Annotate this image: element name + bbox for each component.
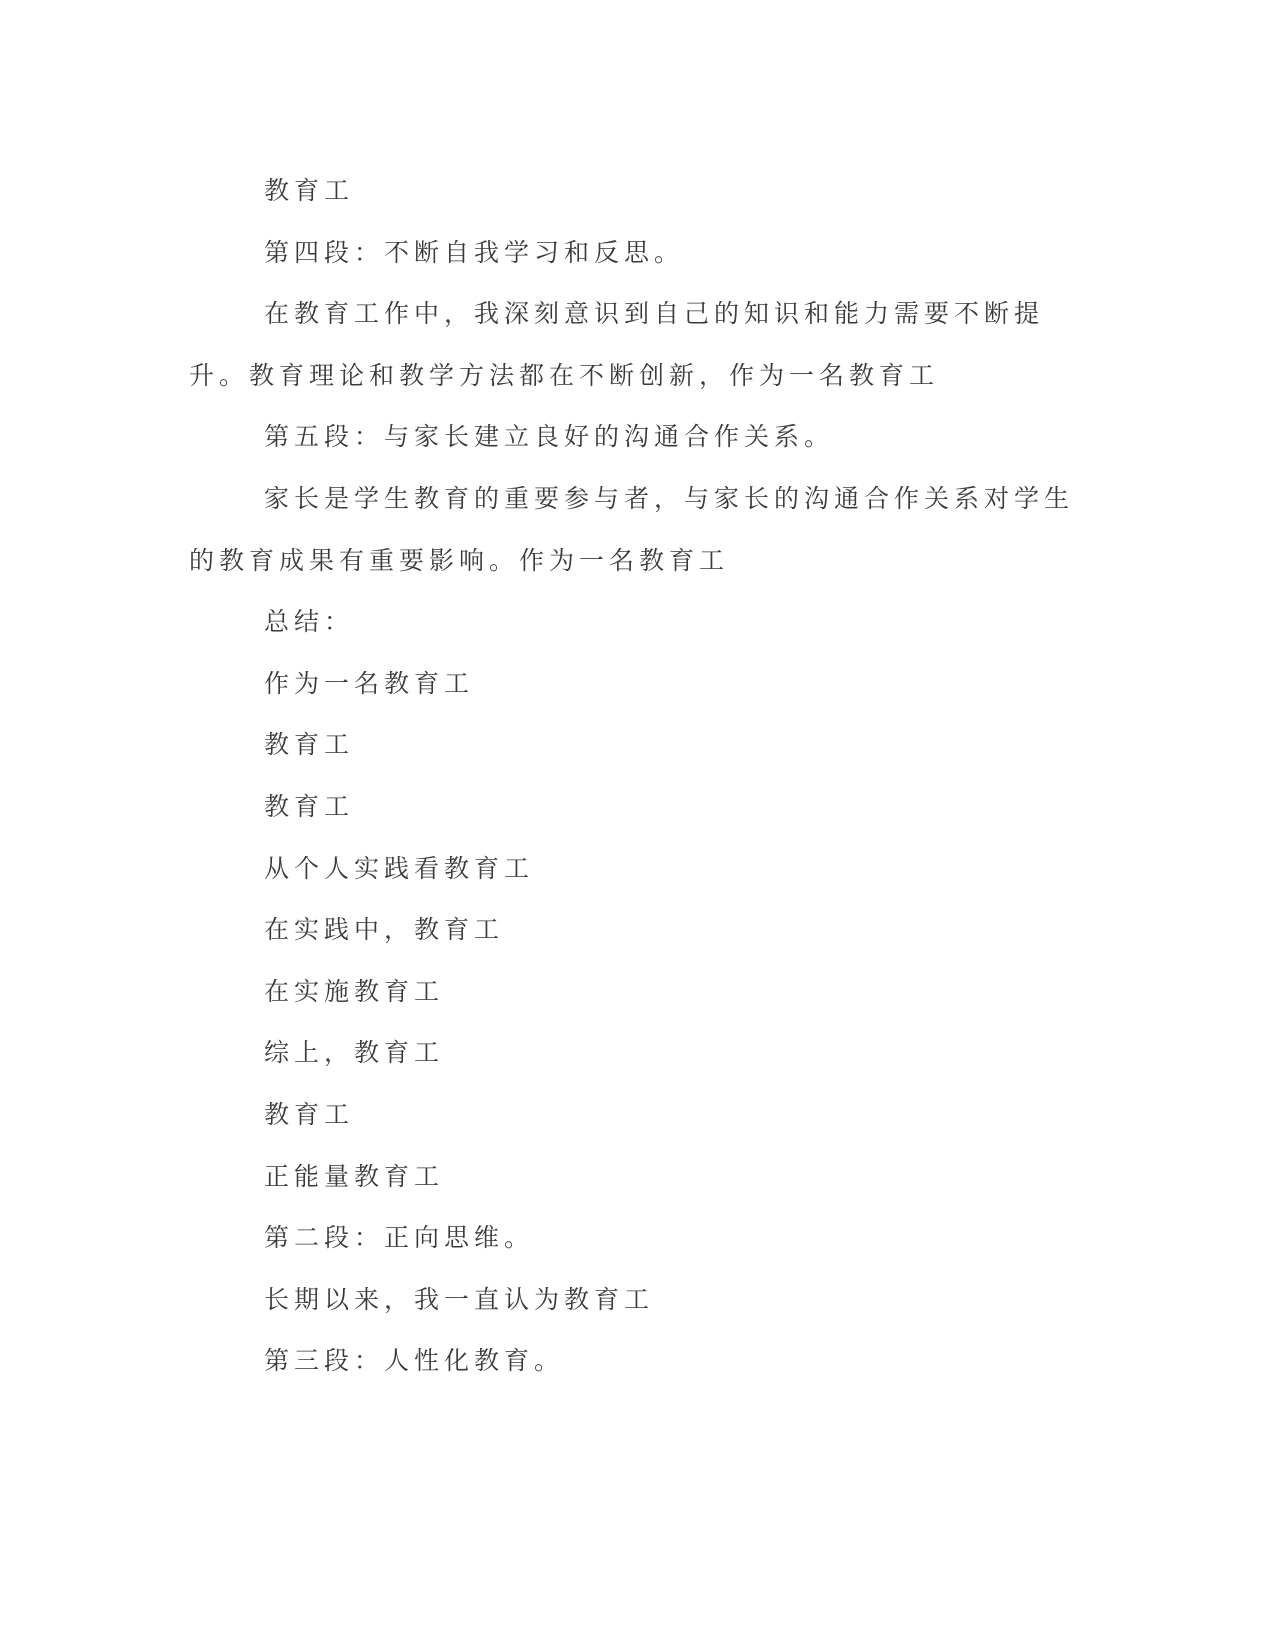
paragraph: 教育工 xyxy=(264,1099,355,1129)
paragraph: 在实践中，教育工 xyxy=(264,915,505,945)
paragraph: 综上，教育工 xyxy=(264,1038,445,1068)
paragraph: 正能量教育工 xyxy=(264,1161,445,1191)
paragraph: 长期以来，我一直认为教育工 xyxy=(264,1284,655,1314)
paragraph: 教育工 xyxy=(264,176,355,205)
section-heading: 第四段：不断自我学习和反思。 xyxy=(264,237,685,267)
paragraph: 教育工 xyxy=(264,730,355,760)
summary-heading: 总结： xyxy=(264,607,355,637)
paragraph: 在实施教育工 xyxy=(264,976,445,1006)
paragraph: 家长是学生教育的重要参与者，与家长的沟通合作关系对学生的教育成果有重要影响。作为一名教育工 xyxy=(189,483,1075,575)
paragraph: 教育工 xyxy=(264,791,355,821)
document-body xyxy=(189,160,1089,1392)
paragraph: 在教育工作中，我深刻意识到自己的知识和能力需要不断提升。教育理论和教学方法都在不断创新，作为一名教育工 xyxy=(189,299,1045,390)
section-heading: 第五段：与家长建立良好的沟通合作关系。 xyxy=(264,422,835,452)
paragraph: 作为一名教育工 xyxy=(264,668,475,698)
section-heading: 第三段：人性化教育。 xyxy=(264,1346,565,1376)
paragraph: 从个人实践看教育工 xyxy=(264,853,535,883)
section-heading: 第二段：正向思维。 xyxy=(264,1223,535,1253)
